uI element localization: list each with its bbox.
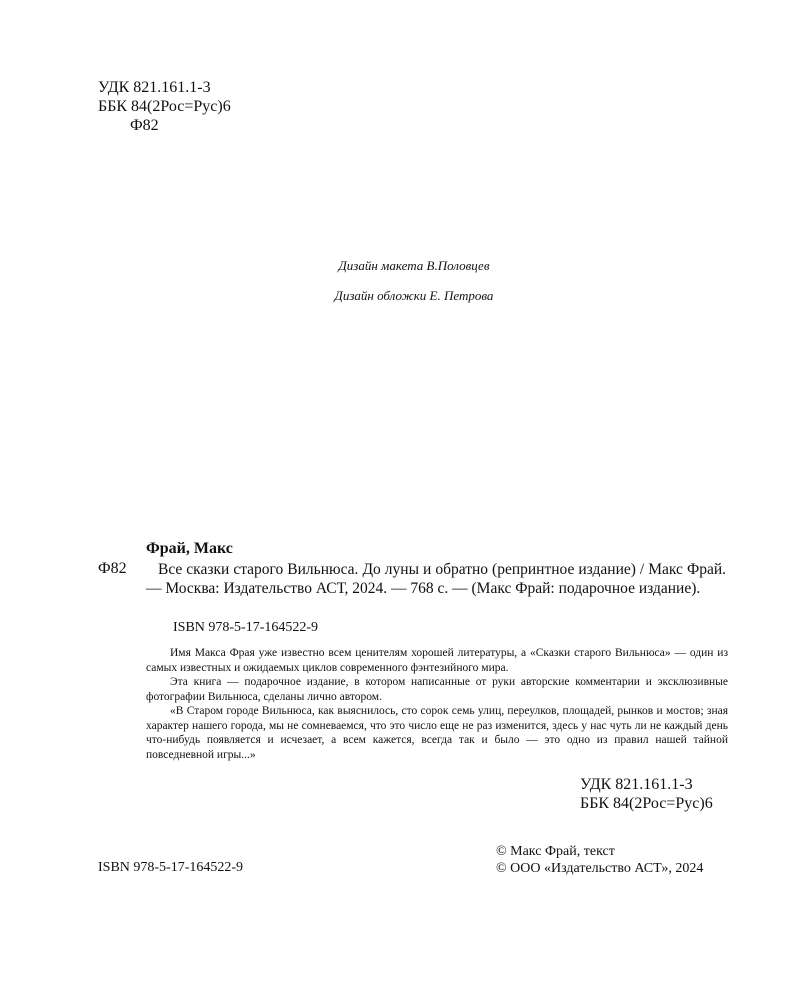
author-mark-bib: Ф82	[98, 560, 127, 577]
isbn-bottom: ISBN 978-5-17-164522-9	[98, 860, 244, 875]
copyright-publisher: © ООО «Издательство АСТ», 2024	[496, 861, 704, 876]
udk-code-bottom: УДК 821.161.1-3	[580, 776, 693, 793]
cover-design-credit: Дизайн обложки Е. Петрова	[334, 288, 494, 303]
layout-design-credit: Дизайн макета В.Половцев	[338, 258, 490, 273]
isbn-bib: ISBN 978-5-17-164522-9	[173, 620, 319, 635]
top-classification-codes	[98, 78, 231, 135]
copyright-block	[496, 843, 703, 877]
udk-code: УДК 821.161.1-3	[98, 79, 211, 96]
bbk-code: ББК 84(2Рос=Рус)6	[98, 98, 231, 115]
annotation-paragraph-3: «В Старом городе Вильнюса, как выяснилось, сто сорок семь улиц, переулков, площадей, рынков и мостов; зная характер нашего города, мы не сомневаемся, что это число еще не раз изменится, здесь у нас чуть ли не каждый день что-нибудь появляется и исчезает, а всем кажется, всегда так и было — это одно из правил нашей тайной повседневной игры...»	[146, 705, 728, 761]
bib-description-text: Все сказки старого Вильнюса. До луны и обратно (репринтное издание) / Макс Фрай. — Москва: Издательство АСТ, 2024. — 768 с. — (Макс Фрай: подарочное издание).	[146, 561, 726, 597]
bbk-code-bottom: ББК 84(2Рос=Рус)6	[580, 795, 713, 812]
bottom-classification-codes	[580, 775, 713, 813]
author-mark-top: Ф82	[130, 117, 159, 134]
bibliographic-description	[146, 560, 726, 598]
copyright-author: © Макс Фрай, текст	[496, 844, 615, 859]
annotation	[146, 646, 728, 762]
annotation-paragraph-1: Имя Макса Фрая уже известно всем ценителям хорошей литературы, а «Сказки старого Вильнюса» — один из самых известных и ожидаемых циклов современного фэнтезийного мира.	[146, 647, 728, 674]
author-name: Фрай, Макс	[146, 540, 233, 557]
annotation-paragraph-2: Эта книга — подарочное издание, в котором написанные от руки авторские комментарии и эксклюзивные фотографии Вильнюса, сделаны лично автором.	[146, 676, 728, 703]
